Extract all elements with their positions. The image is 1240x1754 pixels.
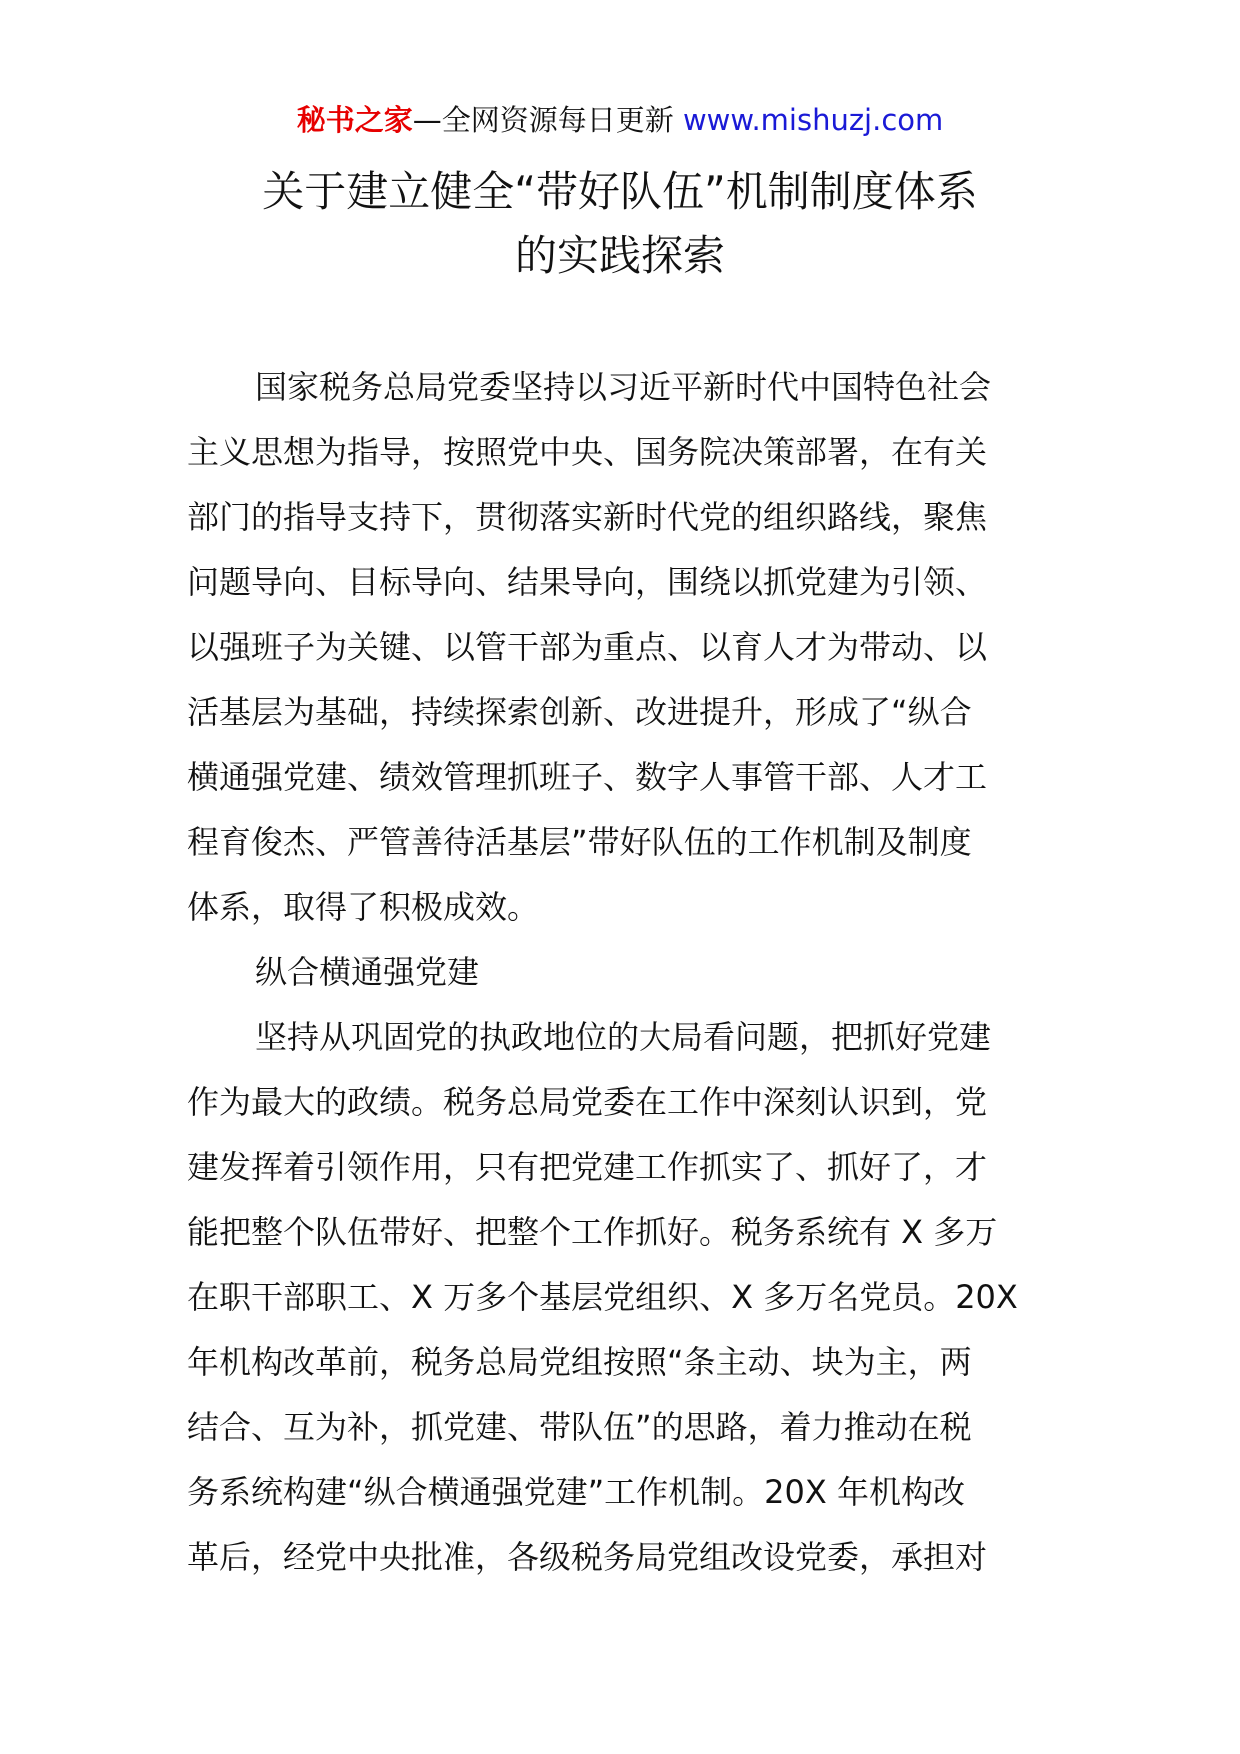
title-line: 关于建立健全“带好队伍”机制制度体系 [262,167,978,216]
site-header [0,100,1240,140]
paragraph-intro [187,355,1059,940]
section-heading-text: 纵合横通强党建 [255,953,480,991]
text-line: 作为最大的政绩。税务总局党委在工作中深刻认识到，党 [187,1083,988,1121]
text-line: 在职干部职工、X 万多个基层党组织、X 多万名党员。20X [187,1278,1018,1316]
site-brand: 秘书之家 [296,103,413,137]
text-line: 能把整个队伍带好、把整个工作抓好。税务系统有 X 多万 [187,1213,998,1251]
text-line: 主义思想为指导，按照党中央、国务院决策部署，在有关 [187,433,988,471]
text-line: 以强班子为关键、以管干部为重点、以育人才为带动、以 [187,628,988,666]
site-tagline: —全网资源每日更新 [412,103,683,137]
title-line: 的实践探索 [514,231,725,280]
text-line: 年机构改革前，税务总局党组按照“条主动、块为主，两 [187,1343,972,1381]
document-body [187,355,1059,1590]
text-line: 结合、互为补，抓党建、带队伍”的思路，着力推动在税 [187,1408,972,1446]
text-line: 国家税务总局党委坚持以习近平新时代中国特色社会 [255,368,992,406]
site-url[interactable]: www.mishuzj.com [682,103,944,137]
paragraph-party-building [187,1005,1059,1590]
text-line: 活基层为基础，持续探索创新、改进提升，形成了“纵合 [187,693,972,731]
text-line: 革后，经党中央批准，各级税务局党组改设党委，承担对 [187,1538,988,1576]
text-line: 体系，取得了积极成效。 [187,888,540,926]
document-title [150,160,1090,288]
text-line: 坚持从巩固党的执政地位的大局看问题，把抓好党建 [255,1018,992,1056]
section-heading [187,940,1059,1005]
text-line: 程育俊杰、严管善待活基层”带好队伍的工作机制及制度 [187,823,972,861]
text-line: 务系统构建“纵合横通强党建”工作机制。20X 年机构改 [187,1473,965,1511]
text-line: 横通强党建、绩效管理抓班子、数字人事管干部、人才工 [187,758,988,796]
text-line: 问题导向、目标导向、结果导向，围绕以抓党建为引领、 [187,563,988,601]
text-line: 建发挥着引领作用，只有把党建工作抓实了、抓好了，才 [187,1148,988,1186]
text-line: 部门的指导支持下，贯彻落实新时代党的组织路线，聚焦 [187,498,988,536]
